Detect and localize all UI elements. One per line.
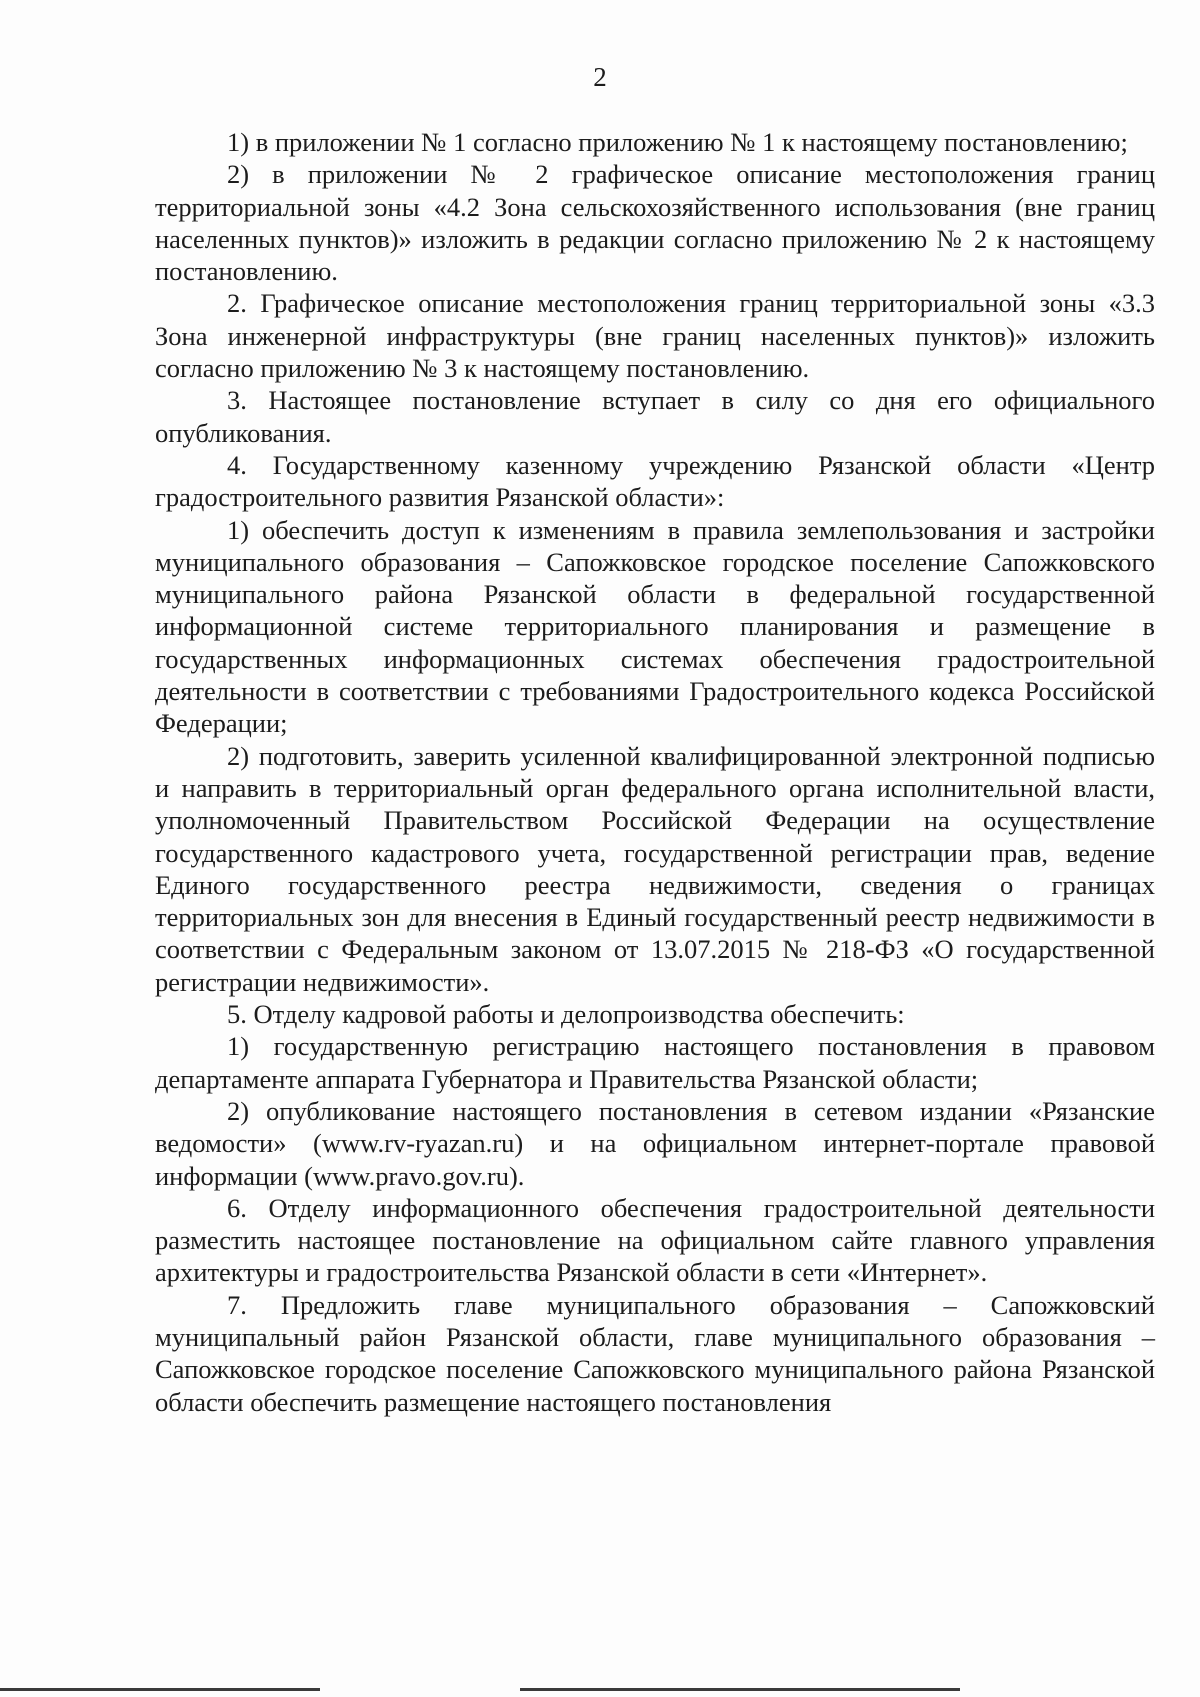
paragraph-4-gku-center: 4. Государственному казенному учреждению Рязанской области «Центр градостроительного развития Рязанской области»: bbox=[155, 449, 1155, 513]
scan-edge-line-right bbox=[520, 1688, 960, 1691]
paragraph-5-personnel-department: 5. Отделу кадровой работы и делопроизводства обеспечить: bbox=[227, 999, 905, 1030]
paragraph-4-1-provide-access: 1) обеспечить доступ к изменениям в правила землепользования и застройки муниципального образования – Сапожковское городское поселение Сапожковского муниципального района Рязанской области в федеральной государственной информационной системе территориального планирования и размещение в государственных информационных системах обеспечения градостроительной деятельности в соответствии с требованиями Градостроительного кодекса Российской Федерации; bbox=[155, 514, 1155, 739]
paragraph-6-information-department: 6. Отделу информационного обеспечения градостроительной деятельности разместить настоящее постановление на официальном сайте главного управления архитектуры и градостроительства Рязанской области в сети «Интернет». bbox=[155, 1192, 1155, 1288]
paragraph-3-effective-date: 3. Настоящее постановление вступает в силу со дня его официального опубликования. bbox=[155, 385, 1155, 448]
paragraph-5-1-registration: 1) государственную регистрацию настоящего постановления в правовом департаменте аппарата Губернатора и Правительства Рязанской области; bbox=[155, 1031, 1155, 1094]
paragraph-item-2-appendix-2: 2) в приложении № 2 графическое описание местоположения границ территориальной зоны «4.2 Зона сельскохозяйственного использования (вне границ населенных пунктов)» изложить в редакции согласно приложению № 2 к настоящему постановлению. bbox=[155, 159, 1155, 287]
paragraph-5-2-publication: 2) опубликование настоящего постановления в сетевом издании «Рязанские ведомости» (www.rv-ryazan.ru) и на официальном интернет-портале правовой информации (www.pravo.gov.ru). bbox=[155, 1095, 1155, 1191]
scan-edge-line-left bbox=[0, 1688, 320, 1691]
paragraph-7-propose-heads: 7. Предложить главе муниципального образования – Сапожковский муниципальный район Рязанской области, главе муниципального образования – Сапожковское городское поселение Сапожковского муниципального района Рязанской области обеспечить размещение настоящего постановления bbox=[155, 1289, 1155, 1417]
page-number: 2 bbox=[593, 62, 607, 92]
document-body bbox=[155, 126, 1155, 1418]
paragraph-item-1-appendix-1: 1) в приложении № 1 согласно приложению № 1 к настоящему постановлению; bbox=[227, 127, 1128, 157]
paragraph-2-zone-3-3: 2. Графическое описание местоположения границ территориальной зоны «3.3 Зона инженерной инфраструктуры (вне границ населенных пунктов)» изложить согласно приложению № 3 к настоящему постановлению. bbox=[155, 288, 1155, 384]
paragraph-4-2-prepare-send: 2) подготовить, заверить усиленной квалифицированной электронной подписью и направить в территориальный орган федерального органа исполнительной власти, уполномоченный Правительством Российской Федерации на осуществление государственного кадастрового учета, государственной регистрации прав, ведение Единого государственного реестра недвижимости, сведения о границах территориальных зон для внесения в Единый государственный реестр недвижимости в соответствии с Федеральным законом от 13.07.2015 № 218-ФЗ «О государственной регистрации недвижимости». bbox=[155, 740, 1155, 997]
